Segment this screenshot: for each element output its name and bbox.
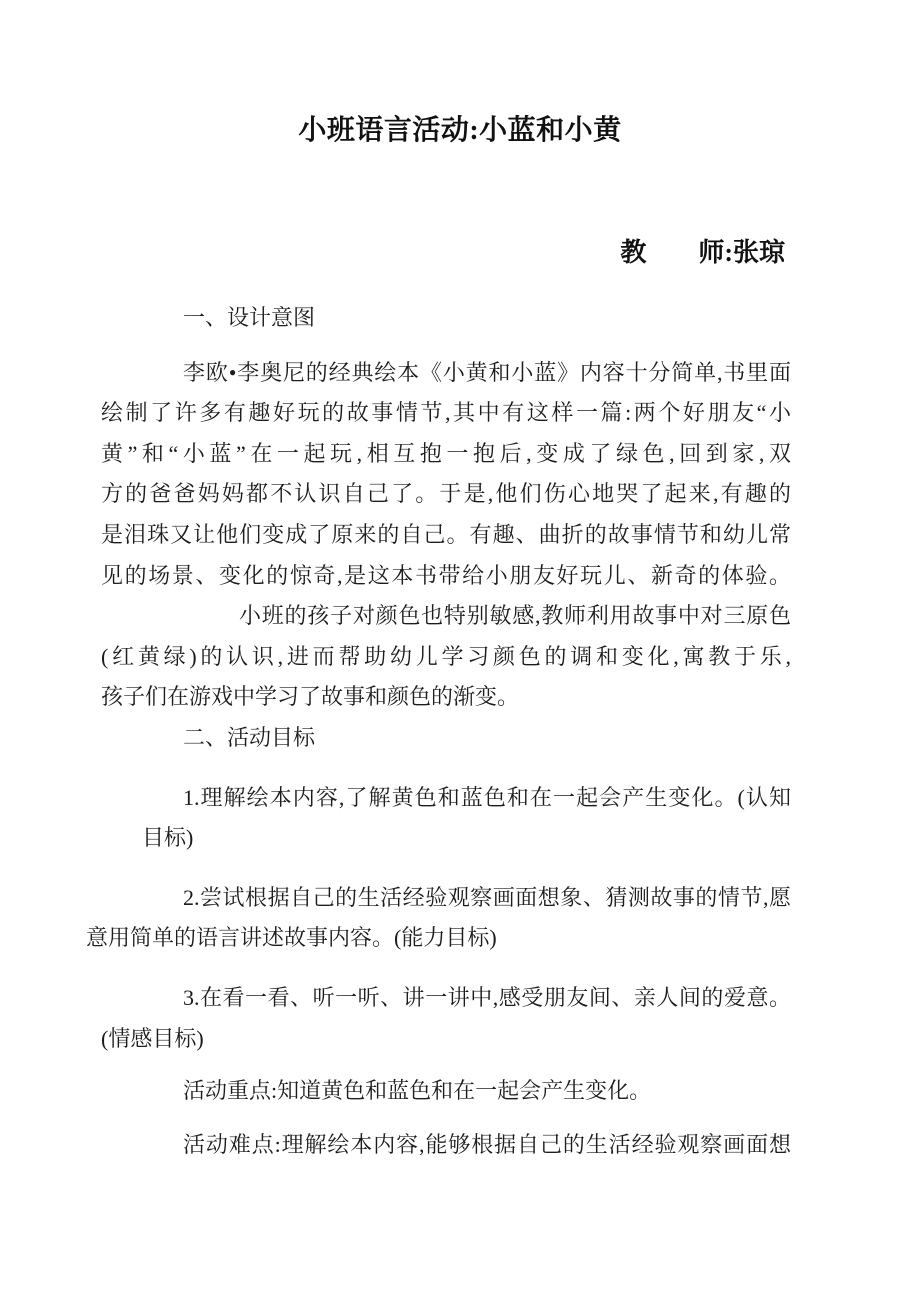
page-title: 小班语言活动:小蓝和小黄 xyxy=(298,115,622,146)
paragraph-activity-focus xyxy=(101,1071,791,1112)
teacher-byline: 教 师:张琼 xyxy=(620,238,785,267)
paragraph-activity-difficulty xyxy=(101,1125,791,1166)
heading-activity-goals xyxy=(101,718,791,759)
text-line: 李欧•李奥尼的经典绘本《小黄和小蓝》内容十分简单,书里面 xyxy=(183,359,791,385)
text-line: 3.在看一看、听一听、讲一讲中,感受朋友间、亲人间的爱意。 xyxy=(183,984,791,1010)
text-line: (情感目标) xyxy=(101,1025,204,1051)
text-line: 2.尝试根据自己的生活经验观察画面想象、猜测故事的情节,愿 xyxy=(183,884,791,910)
text-line: 目标) xyxy=(142,825,194,851)
paragraph-goal-3-emotional xyxy=(101,978,791,1059)
document-body xyxy=(86,298,791,1165)
paragraph-book-intro xyxy=(101,353,791,597)
paragraph-color-sensitivity xyxy=(101,596,791,718)
text-line: (红黄绿)的认识,进而帮助幼儿学习颜色的调和变化,寓教于乐, xyxy=(101,643,791,669)
text-line: 意用简单的语言讲述故事内容。(能力目标) xyxy=(86,925,497,951)
text-line: 一、设计意图 xyxy=(183,305,316,330)
text-line: 黄”和“小蓝”在一起玩,相互抱一抱后,变成了绿色,回到家,双 xyxy=(101,440,791,466)
text-line: 孩子们在游戏中学习了故事和颜色的渐变。 xyxy=(101,684,520,710)
text-line: 见的场景、变化的惊奇,是这本书带给小朋友好玩儿、新奇的体验。 xyxy=(101,562,791,588)
paragraph-goal-2-ability xyxy=(86,878,791,959)
text-line: 1.理解绘本内容,了解黄色和蓝色和在一起会产生变化。(认知 xyxy=(183,784,791,810)
text-line: 绘制了许多有趣好玩的故事情节,其中有这样一篇:两个好朋友“小 xyxy=(101,400,791,426)
text-line: 是泪珠又让他们变成了原来的自己。有趣、曲折的故事情节和幼儿常 xyxy=(101,521,791,547)
text-line: 方的爸爸妈妈都不认识自己了。于是,他们伤心地哭了起来,有趣的 xyxy=(101,481,791,507)
text-line: 小班的孩子对颜色也特别敏感,教师利用故事中对三原色 xyxy=(239,603,791,629)
text-line: 活动重点:知道黄色和蓝色和在一起会产生变化。 xyxy=(183,1078,652,1104)
text-line: 活动难点:理解绘本内容,能够根据自己的生活经验观察画面想 xyxy=(183,1131,791,1157)
text-line: 二、活动目标 xyxy=(183,724,316,750)
paragraph-goal-1-cognitive xyxy=(101,778,791,859)
heading-design-intent xyxy=(101,298,791,339)
